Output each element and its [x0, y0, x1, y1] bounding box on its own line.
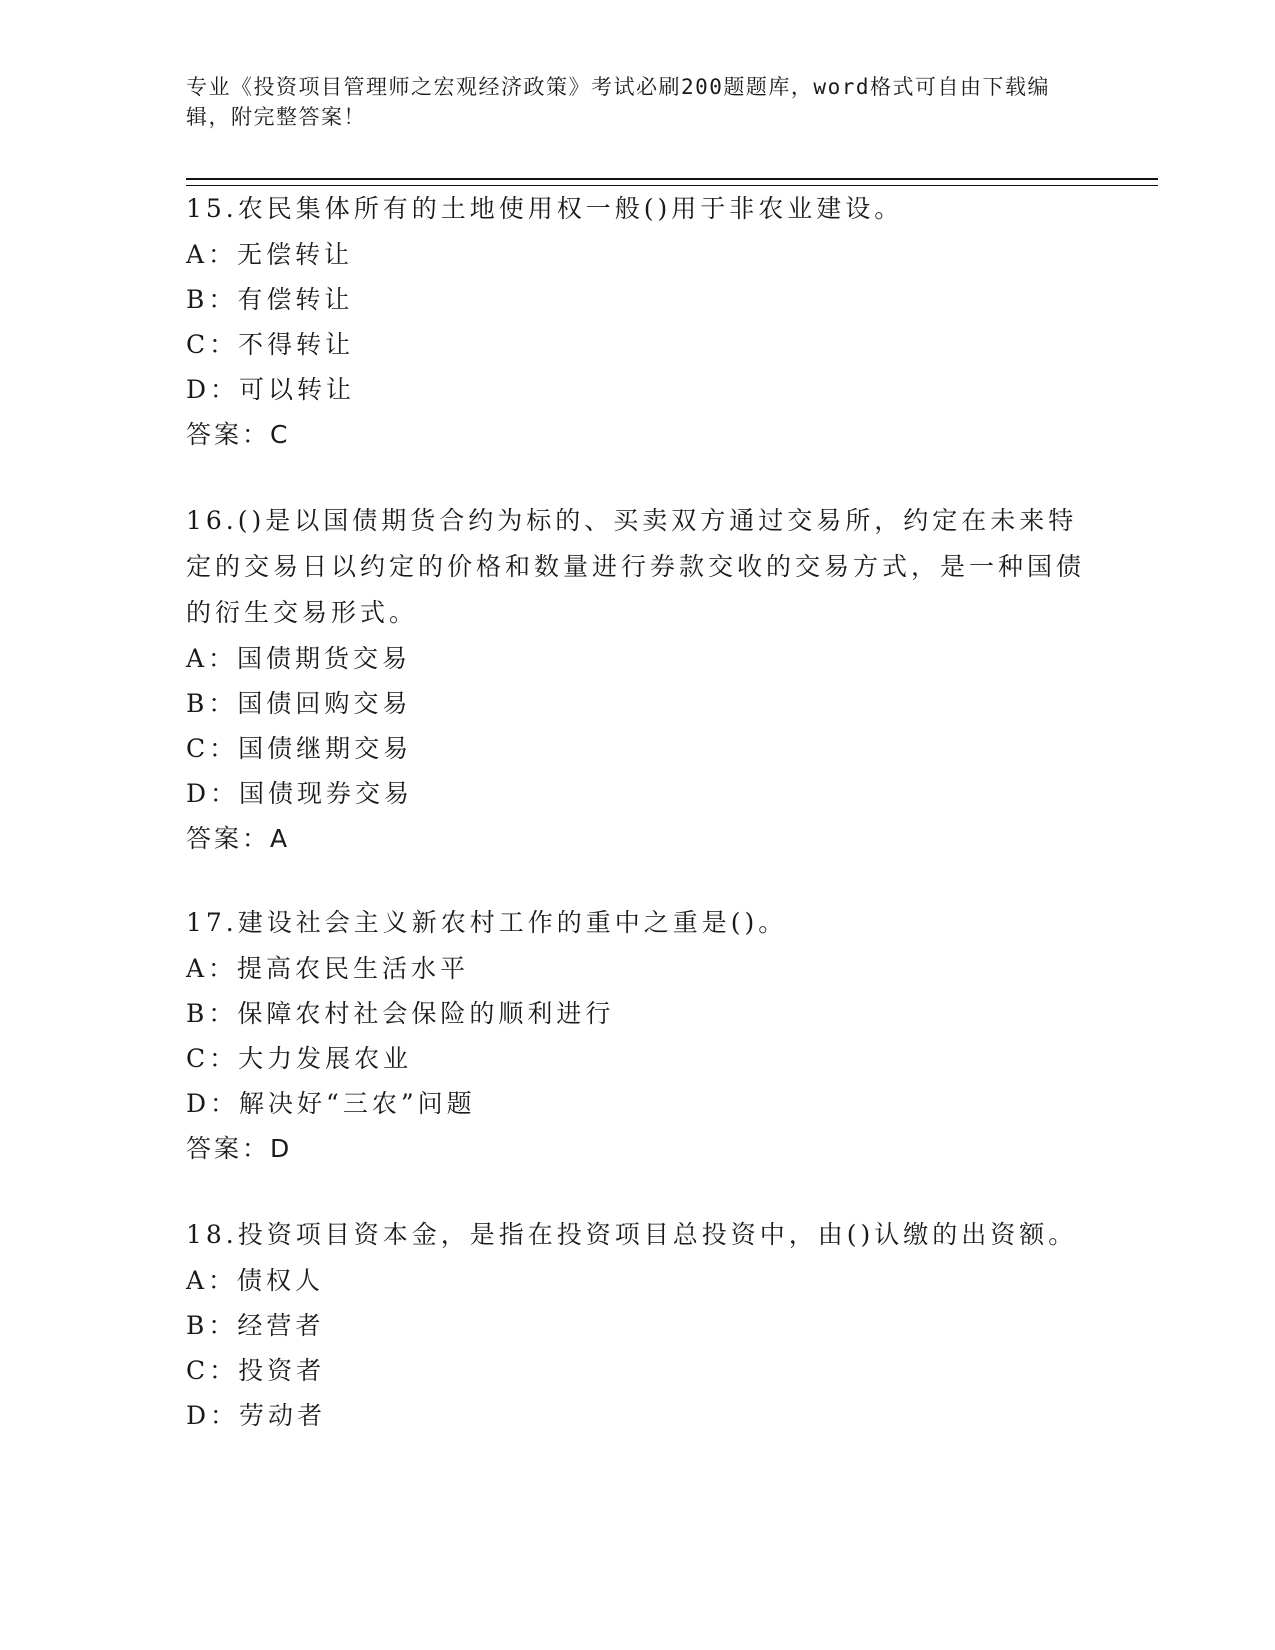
question-stem: 17.建设社会主义新农村工作的重中之重是()。: [186, 908, 788, 937]
header-divider: [186, 178, 1158, 186]
option-a: A：提高农民生活水平: [186, 954, 470, 983]
answer-line: 答案：C: [186, 420, 291, 449]
option-d: D：解决好“三农”问题: [186, 1089, 476, 1118]
option-b: B：保障农村社会保险的顺利进行: [186, 999, 615, 1028]
option-a: A：国债期货交易: [186, 644, 412, 673]
question-stem: 16.()是以国债期货合约为标的、买卖双方通过交易所，约定在未来特定的交易日以约定的价格和数量进行券款交收的交易方式，是一种国债的衍生交易形式。: [186, 506, 1086, 627]
option-c: C：大力发展农业: [186, 1044, 413, 1073]
option-d: D：劳动者: [186, 1401, 327, 1430]
question-15: [186, 186, 1086, 458]
document-intro: 专业《投资项目管理师之宏观经济政策》考试必刷200题题库，word格式可自由下载编辑，附完整答案！: [186, 75, 1050, 129]
option-c: C：不得转让: [186, 330, 355, 359]
option-b: B：有偿转让: [186, 285, 354, 314]
option-c: C：国债继期交易: [186, 734, 413, 763]
option-a: A：债权人: [186, 1266, 325, 1295]
question-17: [186, 900, 1086, 1172]
answer-line: 答案：D: [186, 1134, 293, 1163]
question-stem: 18.投资项目资本金，是指在投资项目总投资中，由()认缴的出资额。: [186, 1220, 1078, 1249]
question-16: [186, 498, 1086, 862]
question-stem: 15.农民集体所有的土地使用权一般()用于非农业建设。: [186, 194, 904, 223]
option-d: D：国债现券交易: [186, 779, 414, 808]
option-b: B：国债回购交易: [186, 689, 412, 718]
question-18: [186, 1212, 1086, 1438]
option-a: A：无偿转让: [186, 240, 354, 269]
option-d: D：可以转让: [186, 375, 356, 404]
option-c: C：投资者: [186, 1356, 326, 1385]
option-b: B：经营者: [186, 1311, 325, 1340]
answer-line: 答案：A: [186, 824, 291, 853]
